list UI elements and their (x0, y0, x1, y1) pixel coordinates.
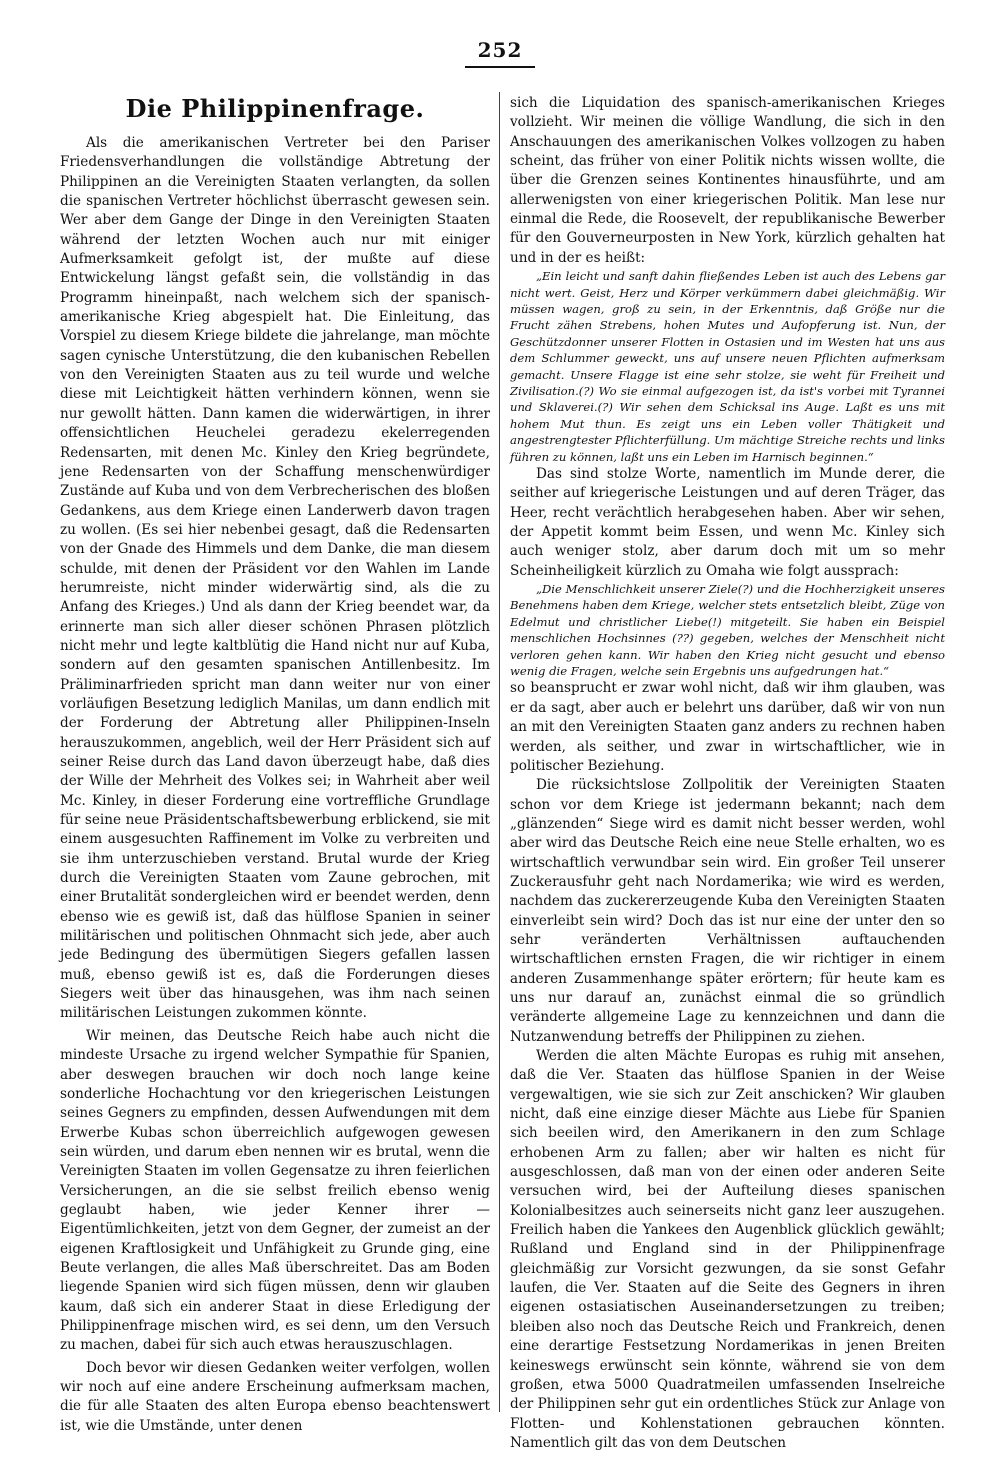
page-number: 252 (477, 38, 523, 62)
quote-omaha: „Die Menschlichkeit unserer Ziele(?) und die Hochherzigkeit unseres Benehmens haben dem Kriege, welcher stets entsetzlich bleibt, Züge von Edelmut und christlicher Liebe(!) mitgeteilt. Sie haben ein Beispiel menschlichen Hochsinnes (??) gegeben, welches der Menschheit nicht verloren gehen kann. Wir haben den Krieg nicht gesucht und ebenso wenig die Fragen, welche sein Ergebnis uns aufgedrungen hat.“ (510, 582, 945, 679)
column-divider (499, 92, 500, 1412)
paragraph: Das sind stolze Worte, namentlich im Munde derer, die seither auf kriegerische Leistungen und auf deren Träger, das Heer, recht verächtlich herabgesehen haben. Aber wir sehen, der Appetit kommt beim Essen, und wenn Mc. Kinley sich auch weniger stolz, aber darum doch mit um so mehr Scheinheiligkeit kürzlich zu Omaha wie folgt aussprach: (510, 465, 945, 579)
paragraph: Die rücksichtslose Zollpolitik der Vereinigten Staaten schon vor dem Kriege ist jedermann bekannt; nach dem „glänzenden“ Siege wird es damit nicht besser werden, wohl aber wird das Deutsche Reich eine neue Stelle erhalten, wo es wirtschaftlich verwundbar sein wird. Ein großer Teil unserer Zuckerausfuhr geht nach Nordamerika; wie wird es werden, nachdem das zuckererzeugende Kuba den Vereinigten Staaten einverleibt sein wird? Doch das ist nur eine der unter den so sehr veränderten Verhältnissen auftauchenden wirtschaftlichen ernsten Fragen, die wir richtiger in einem anderen Zusammenhange später erörtern; für heute kam es uns nur darauf an, zunächst einmal die so gründlich veränderte allgemeine Lage zu kennzeichnen und dann die Nutzanwendung betreffs der Philippinen zu ziehen. (510, 777, 945, 1045)
paragraph: Doch bevor wir diesen Gedanken weiter verfolgen, wollen wir noch auf eine andere Erscheinung aufmerksam machen, die für alle Staaten des alten Europa ebenso beachtenswert ist, wie die Umstände, unter denen (60, 1359, 490, 1434)
paragraph: Werden die alten Mächte Europas es ruhig mit ansehen, daß die Ver. Staaten das hülflose Spanien in der Weise vergewaltigen, wie sie sich zur Zeit anschicken? Wir glauben nicht, daß eine einzige dieser Mächte aus Liebe für Spanien sich beeilen wird, den Amerikanern in den zum Schlage erhobenen Arm zu fallen; aber wir halten es nicht für ausgeschlossen, daß man von der einen oder anderen Seite versuchen wird, bei der Aufteilung dieses spanischen Kolonialbesitzes auch seinerseits nicht ganz leer auszugehen. Freilich haben die Yankees den Augenblick glücklich gewählt; Rußland und England sind in der Philippinenfrage gleichmäßig zur Vorsicht gezwungen, da sie sonst Gefahr laufen, die Ver. Staaten auf die Seite des Gegners in ihren eigenen ostasiatischen Auseinandersetzungen zu treiben; bleiben also noch das Deutsche Reich und Frankreich, denen eine derartige Festsetzung Nordamerikas in jenen Breiten keineswegs erwünscht sein könnte, während sie von dem großen, etwa 5000 Quadratmeilen umfassenden Inselreiche der Philippinen sehr gut ein ordentliches Stück zur Anlage von Flotten- und Kohlenstationen gebrauchen könnten. Namentlich gilt das von dem Deutschen (510, 1048, 945, 1451)
article-title: Die Philippinenfrage. (125, 94, 425, 123)
paragraph: Als die amerikanischen Vertreter bei den Pariser Friedensverhandlungen die vollständige Abtretung der Philippinen an die Vereinigten Staaten verlangten, da sollen die spanischen Vertreter höchlichst überrascht gewesen sein. Wer aber dem Gange der Dinge in den Vereinigten Staaten während der letzten Wochen auch nur mit einiger Aufmerksamkeit gefolgt ist, der mußte auf diese Entwickelung längst gefaßt sein, die vollständig in das Programm hineinpaßt, nach welchem sich der spanisch-amerikanische Krieg abgespielt hat. Die Einleitung, das Vorspiel zu diesem Kriege bildete die jahrelange, man möchte sagen cynische Unterstützung, die den kubanischen Rebellen von den Vereinigten Staaten aus zu teil wurde und welche diese mit Leichtigkeit hätten verhindern können, wenn sie nur gewollt hätten. Dann kamen die widerwärtigen, in ihrer offensichtlichen Heuchelei geradezu ekelerregenden Redensarten, mit denen Mc. Kinley den Krieg begründete, jene Redensarten von der Schaffung menschenwürdiger Zustände auf Kuba und von dem Verbrecherischen des bloßen Gedankens, aus dem Kriege einen Landerwerb davon tragen zu wollen. (Es sei hier nebenbei gesagt, daß die Redensarten von der Gnade des Himmels und dem Danke, die man diesem schulde, mit denen der Präsident vor den Wahlen im Lande herumreiste, nicht minder widerwärtig sind, als die zu Anfang des Krieges.) Und als dann der Krieg beendet war, da erinnerte man sich aller dieser schönen Phrasen plötzlich nicht mehr und legte kaltblütig die Hand nicht nur auf Kuba, sondern auf den gesamten spanischen Antillenbesitz. Im Präliminarfrieden spricht man dann weiter nur von einer vorläufigen Besetzung lediglich Manilas, um dann endlich mit der Forderung der Abtretung aller Philippinen-Inseln herauszukommen, angeblich, weil der Herr Präsident sich auf seiner Reise durch das Land davon überzeugt habe, daß dies der Wille der Mehrheit des Volkes sei; in Wahrheit aber weil Mc. Kinley, in dieser Forderung eine vortreffliche Grundlage für seine neue Präsidentschaftsbewerbung erblickend, sie mit einem ausgesuchten Raffinement im Volke zu verbreiten und sie ihm unterzuschieben verstand. Brutal wurde der Krieg durch die Vereinigten Staaten vom Zaune gebrochen, mit einer Brutalität sondergleichen wird er beendet werden, denn ebenso wie es gewiß ist, daß das hülflose Spanien in seiner militärischen und politischen Ohnmacht sich jede, aber auch jede Bedingung des übermütigen Siegers gefallen lassen muß, ebenso gewiß ist es, daß die Forderungen dieses Siegers weit über das hinausgehen, was ihm nach seinen militärischen Leistungen zukommen könnte. (60, 135, 490, 1022)
quote-roosevelt: „Ein leicht und sanft dahin fließendes Leben ist auch des Lebens gar nicht wert. Geist, Herz und Körper verkümmern dabei gleichmäßig. Wir müssen wagen, groß zu sein, in der Erkenntnis, daß Größe nur die Frucht zähen Strebens, hohen Mutes und Aufopferung ist. Nun, der Geschützdonner unserer Flotten in Ostasien und im Westen hat uns aus dem Schlummer geweckt, uns auf unsere neuen Pflichten aufmerksam gemacht. Unsere Flagge ist eine sehr stolze, sie weht für Freiheit und Zivilisation.(?) Wo sie einmal aufgezogen ist, da ist's vorbei mit Tyrannei und Sklaverei.(?) Wir sehen dem Schicksal ins Auge. Laßt es uns mit hohem Mut thun. Es zeigt uns ein Leben voller Thätigkeit und angestrengtester Pflichterfüllung. Um mächtige Streiche rechts und links führen zu können, laßt uns ein Leben im Harnisch beginnen.“ (510, 269, 945, 464)
left-column (60, 92, 490, 1436)
paragraph-continuation: sich die Liquidation des spanisch-amerikanischen Krieges vollzieht. Wir meinen die völlige Wandlung, die sich in den Anschauungen des amerikanischen Volkes vollzogen zu haben scheint, das früher von einer Politik nichts wissen wollte, die über die Grenzen seines Kontinentes hinausführte, und am allerwenigsten von einer kriegerischen Politik. Man lese nur einmal die Rede, die Roosevelt, der republikanische Bewerber für den Gouverneurposten in New York, kürzlich gehalten hat und in der es heißt: (510, 95, 945, 266)
right-column (510, 94, 945, 1453)
paragraph: Wir meinen, das Deutsche Reich habe auch nicht die mindeste Ursache zu irgend welcher Sympathie für Spanien, aber deswegen brauchen wir doch noch lange keine sonderliche Hochachtung vor den kriegerischen Leistungen seines Gegners zu empfinden, dessen Aufwendungen mit dem Erwerbe Kubas schon überreichlich aufgewogen gewesen sein würden, und darum eben nennen wir es brutal, wenn die Vereinigten Staaten im vollen Gegensatze zu ihren feierlichen Versicherungen, an die sie selbst freilich ebenso wenig geglaubt haben, wie jeder Kenner ihrer — Eigentümlichkeiten, jetzt von dem Gegner, der zumeist an der eigenen Kraftlosigkeit und Unfähigkeit zu Grunde ging, eine Beute verlangen, die alles Maß überschreitet. Das am Boden liegende Spanien wird sich fügen müssen, denn wir glauben kaum, daß sich ein anderer Staat in diese Erledigung der Philippinenfrage mischen wird, es sei denn, um den Versuch zu machen, dabei für sich auch etwas herauszuschlagen. (60, 1027, 490, 1354)
page-number-rule (465, 66, 535, 68)
paragraph-continuation: so beansprucht er zwar wohl nicht, daß wir ihm glauben, was er da sagt, aber auch er belehrt uns darüber, daß wir von nun an mit den Vereinigten Staaten ganz anders zu rechnen haben werden, als seither, und zwar in wirtschaftlicher, wie in politischer Beziehung. (510, 680, 945, 774)
